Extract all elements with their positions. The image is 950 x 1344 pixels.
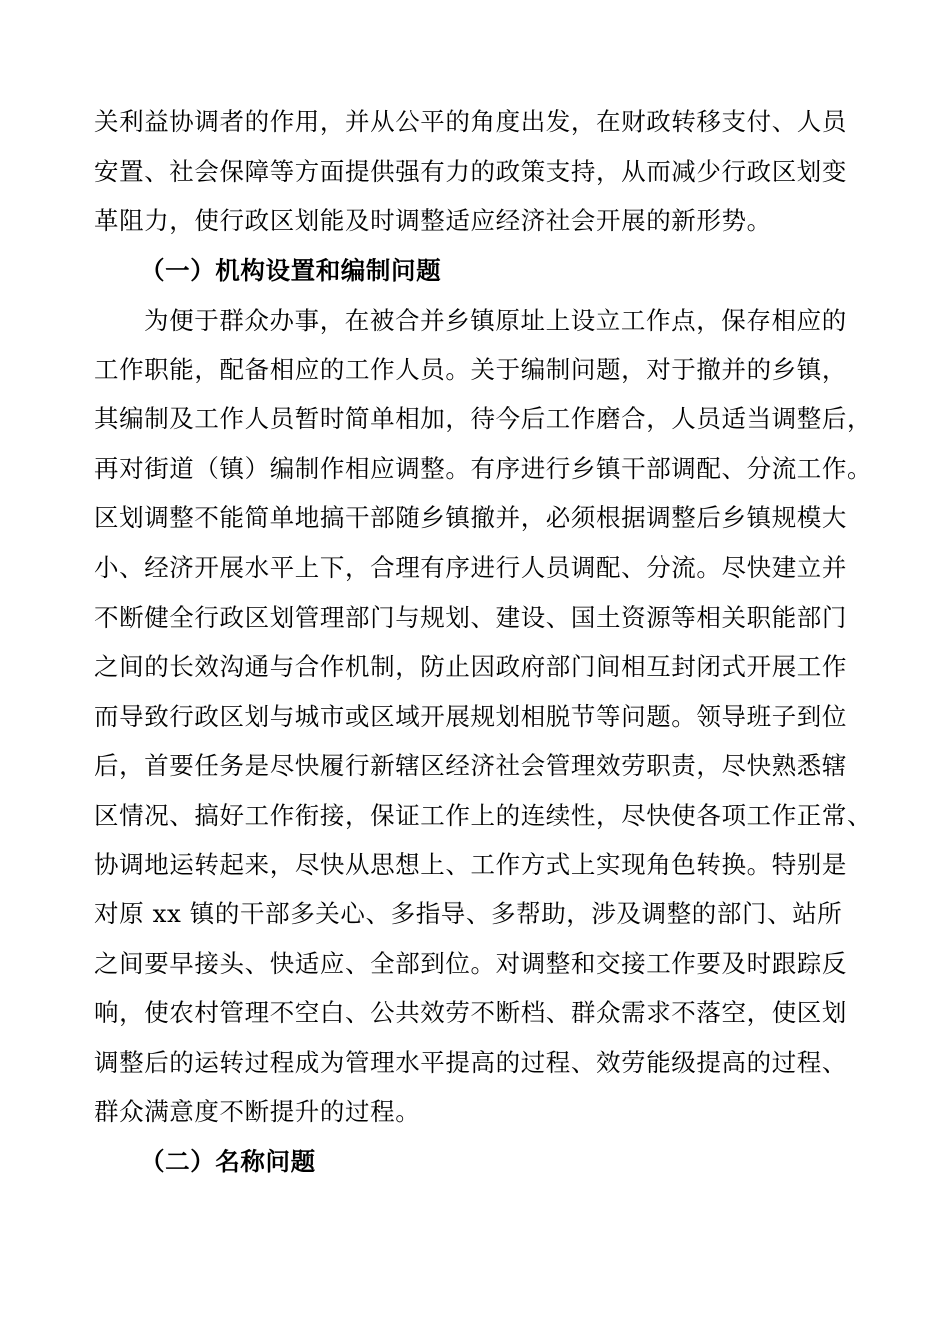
paragraph-2-line-7: 不断健全行政区划管理部门与规划、建设、国土资源等相关职能部门	[94, 603, 847, 632]
section-heading-2: （二）名称问题	[140, 1147, 316, 1176]
paragraph-2-line-10: 后，首要任务是尽快履行新辖区经济社会管理效劳职责，尽快熟悉辖	[94, 751, 847, 780]
paragraph-2-line-9: 而导致行政区划与城市或区域开展规划相脱节等问题。领导班子到位	[94, 702, 847, 731]
paragraph-2-line-8: 之间的长效沟通与合作机制，防止因政府部门间相互封闭式开展工作	[94, 652, 847, 681]
paragraph-2-line-12: 协调地运转起来，尽快从思想上、工作方式上实现角色转换。特别是	[94, 850, 847, 879]
paragraph-2-line-15: 响，使农村管理不空白、公共效劳不断档、群众需求不落空，使区划	[94, 998, 847, 1027]
paragraph-2-line-16: 调整后的运转过程成为管理水平提高的过程、效劳能级提高的过程、	[94, 1048, 847, 1077]
paragraph-2-line-1: 为便于群众办事，在被合并乡镇原址上设立工作点，保存相应的	[144, 306, 847, 335]
paragraph-1-line-1: 关利益协调者的作用，并从公平的角度出发，在财政转移支付、人员	[94, 107, 847, 136]
paragraph-2-line-5: 区划调整不能简单地搞干部随乡镇撤并，必须根据调整后乡镇规模大	[94, 503, 847, 532]
paragraph-2-line-2: 工作职能，配备相应的工作人员。关于编制问题，对于撤并的乡镇，	[94, 355, 847, 384]
paragraph-2-line-4: 再对街道（镇）编制作相应调整。有序进行乡镇干部调配、分流工作。	[94, 454, 873, 483]
paragraph-2-line-13: 对原 xx 镇的干部多关心、多指导、多帮助，涉及调整的部门、站所	[94, 899, 843, 928]
paragraph-2-line-11: 区情况、搞好工作衔接，保证工作上的连续性，尽快使各项工作正常、	[94, 801, 873, 830]
paragraph-2-line-6: 小、经济开展水平上下，合理有序进行人员调配、分流。尽快建立并	[94, 553, 847, 582]
paragraph-1-line-2: 安置、社会保障等方面提供强有力的政策支持，从而减少行政区划变	[94, 157, 847, 186]
paragraph-1-line-3: 革阻力，使行政区划能及时调整适应经济社会开展的新形势。	[94, 206, 772, 235]
section-heading-1: （一）机构设置和编制问题	[140, 256, 442, 285]
paragraph-2-line-17: 群众满意度不断提升的过程。	[94, 1097, 421, 1126]
paragraph-2-line-14: 之间要早接头、快适应、全部到位。对调整和交接工作要及时跟踪反	[94, 949, 847, 978]
paragraph-2-line-3: 其编制及工作人员暂时简单相加，待今后工作磨合，人员适当调整后，	[94, 404, 873, 433]
